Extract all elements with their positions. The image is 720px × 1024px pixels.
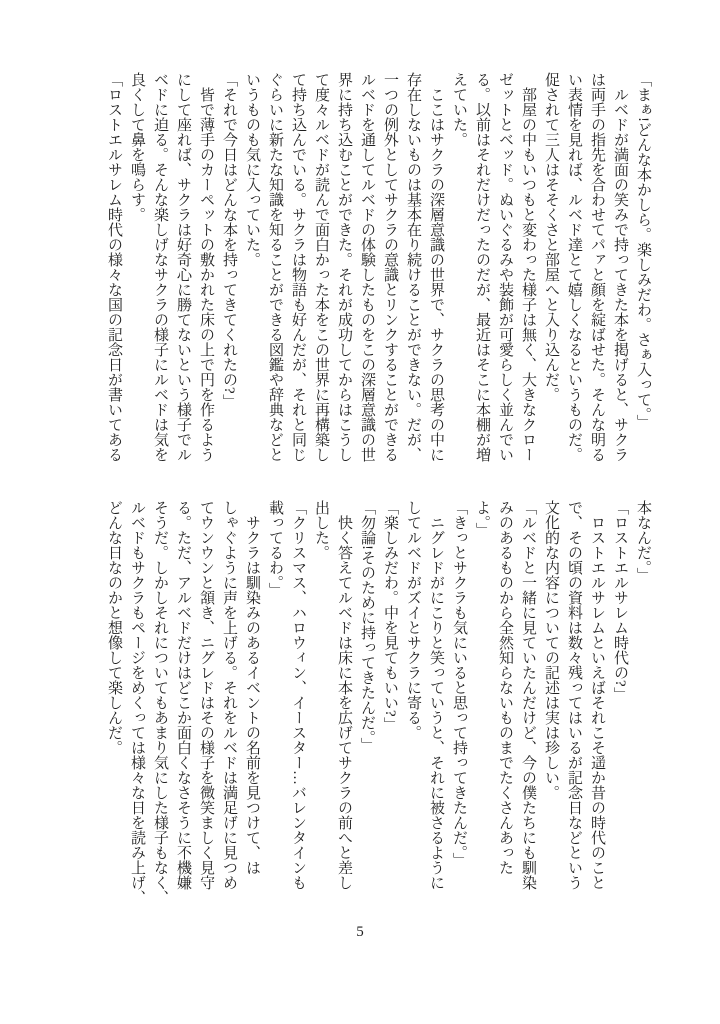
text-line: ルベドが満面の笑みで持ってきた本を掲げると、サクラ bbox=[612, 72, 628, 462]
text-line: い表情を見れば、ルベド達とて嬉しくなるというものだ。 bbox=[566, 72, 582, 462]
text-line: 「ロストエルサレム時代の様々な国の記念日が書いてある bbox=[106, 72, 122, 462]
text-line: ニグレドがにこりと笑っていうと、それに被さるように bbox=[428, 500, 444, 890]
text-line: ぐらいに新たな知識を知ることができる図鑑や辞典などと bbox=[267, 72, 283, 462]
text-line: にして座れば、サクラは好奇心に勝てないという様子でル bbox=[175, 72, 191, 462]
text-line: 良くして鼻を鳴らす。 bbox=[129, 72, 145, 222]
text-line: 一つの例外としてサクラの意識とリンクすることができる bbox=[382, 72, 398, 462]
text-line: サクラは馴染みのあるイベントの名前を見つけて、は bbox=[244, 500, 260, 875]
text-line: 載ってるわ。」 bbox=[267, 500, 283, 598]
text-line: 部屋の中もいつもと変わった様子は無く、大きなクロー bbox=[520, 72, 536, 462]
lower-text-block bbox=[98, 500, 654, 905]
text-line: ここはサクラの深層意識の世界で、サクラの思考の中に bbox=[428, 72, 444, 462]
text-line: いうものも気に入っていた。 bbox=[244, 72, 260, 267]
text-line: は両手の指先を合わせてパァと顔を綻ばせた。そんな明る bbox=[589, 72, 605, 462]
text-line: ベドに迫る。そんな楽しげなサクラの様子にルベドは気を bbox=[152, 72, 168, 462]
page-number: 5 bbox=[356, 924, 364, 940]
text-line: ゼットとベッド。ぬいぐるみや装飾が可愛らしく並んでい bbox=[497, 72, 513, 462]
text-line: 「ルベドと一緒に見ていたんだけど、今の僕たちにも馴染 bbox=[520, 500, 536, 890]
text-line: 界に持ち込むことができた。それが成功してからはこうし bbox=[336, 72, 352, 462]
text-line: ロストエルサレムといえばそれこそ遥か昔の時代のこと bbox=[589, 500, 605, 890]
text-line: えていた。 bbox=[451, 72, 467, 147]
text-line: どんな日なのかと想像して楽しんだ。 bbox=[106, 500, 122, 755]
text-line: 出した。 bbox=[313, 500, 329, 560]
text-line: 本なんだ。」 bbox=[635, 500, 651, 583]
text-line: る。以前はそれだけだったのだが、最近はそこに本棚が増 bbox=[474, 72, 490, 462]
text-line: ルベドもサクラもページをめくっては様々な日を読み上げ、 bbox=[129, 500, 145, 905]
text-line: 文化的な内容についての記述は実は珍しい。 bbox=[543, 500, 559, 800]
upper-text-block bbox=[98, 72, 654, 468]
text-line: る。ただ、アルベドだけはどこか面白くなさそうに不機嫌 bbox=[175, 500, 191, 890]
text-line: 「ロストエルサレム時代の?」 bbox=[612, 500, 628, 702]
text-line: 「クリスマス、ハロウィン、イースター…バレンタインも bbox=[290, 500, 306, 890]
text-line: て持ち込んでいる。サクラは物語も好んだが、それと同じ bbox=[290, 72, 306, 462]
text-line: 「まぁ!どんな本かしら。楽しみだわ。さぁ入って。」 bbox=[635, 72, 651, 430]
text-line: よ。」 bbox=[474, 500, 490, 538]
text-line: で、その頃の資料は数々残ってはいるが記念日などという bbox=[566, 500, 582, 890]
text-line: みのあるものから全然知らないものまでたくさんあった bbox=[497, 500, 513, 875]
text-line: 皆で薄手のカーペットの敷かれた床の上で円を作るよう bbox=[198, 72, 214, 462]
text-line: 「それで今日はどんな本を持ってきてくれたの?」 bbox=[221, 72, 237, 409]
text-line: てウンウンと頷き、ニグレドはその様子を微笑ましく見守 bbox=[198, 500, 214, 890]
text-line: 快く答えてルベドは床に本を広げてサクラの前へと差し bbox=[336, 500, 352, 890]
text-line: 「きっとサクラも気にいると思って持ってきたんだ。」 bbox=[451, 500, 467, 868]
text-line: 存在しないものは基本在り続けることができない。だが、 bbox=[405, 72, 421, 462]
text-line: してルベドがズイとサクラに寄る。 bbox=[405, 500, 421, 740]
text-line: 促されて三人はそそくさと部屋へと入り込んだ。 bbox=[543, 72, 559, 402]
text-line: て度々ルベドが読んで面白かった本をこの世界に再構築し bbox=[313, 72, 329, 462]
text-line: ルベドを通してルベドの体験したものをこの深層意識の世 bbox=[359, 72, 375, 462]
text-line: 「楽しみだわ。中を見てもいい?」 bbox=[382, 500, 398, 732]
text-line: 「勿論!そのために持ってきたんだ。」 bbox=[359, 500, 375, 753]
text-line: そうだ。しかしそれについてもあまり気にした様子もなく、 bbox=[152, 500, 168, 905]
text-line: しゃぐように声を上げる。それをルベドは満足げに見つめ bbox=[221, 500, 237, 890]
